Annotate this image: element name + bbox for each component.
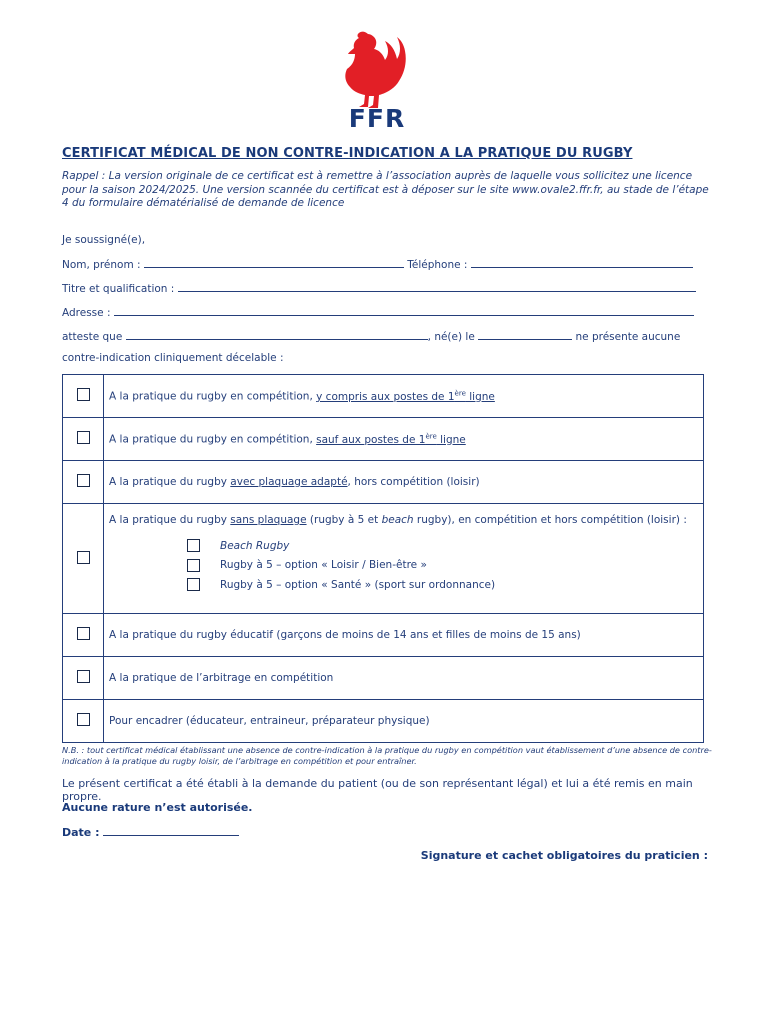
checkbox-competition-1ere-ligne[interactable]	[77, 388, 90, 401]
checkbox-rugby5-loisir[interactable]	[187, 559, 200, 572]
checkbox-plaquage-adapte[interactable]	[77, 474, 90, 487]
ne-label: , né(e) le	[427, 331, 475, 343]
sub-option: Rugby à 5 – option « Loisir / Bien-être »	[187, 556, 703, 576]
option-row	[63, 418, 704, 461]
option-row	[63, 657, 704, 700]
date-row	[62, 825, 239, 839]
checkbox-rugby-educatif[interactable]	[77, 627, 90, 640]
nb-note: N.B. : tout certificat médical établissant une absence de contre-indication à la pratique du rugby en compétition vaut établissement d’une absence de contre-indication à la pratique du rugby loisir, de l’arbitrage en compétition et pour entraîner.	[62, 745, 712, 766]
option-label: A la pratique du rugby éducatif (garçons de moins de 14 ans et filles de moins de 15 ans)	[104, 614, 704, 657]
nom-row	[62, 257, 707, 271]
titre-row	[62, 281, 707, 295]
presente-label: ne présente aucune	[575, 331, 681, 343]
option-row	[63, 375, 704, 418]
checkbox-beach-rugby[interactable]	[187, 539, 200, 552]
option-row	[63, 614, 704, 657]
checkbox-competition-sauf-1ere-ligne[interactable]	[77, 431, 90, 444]
option-row	[63, 461, 704, 504]
adresse-row	[62, 305, 707, 319]
nom-label: Nom, prénom :	[62, 259, 141, 271]
titre-label: Titre et qualification :	[62, 283, 175, 295]
option-label: A la pratique de l’arbitrage en compétition	[104, 657, 704, 700]
checkbox-encadrer[interactable]	[77, 713, 90, 726]
option-label: A la pratique du rugby en compétition, sauf aux postes de 1ère ligne	[104, 418, 704, 461]
rappel-text: Rappel : La version originale de ce certificat est à remettre à l’association auprès de laquelle vous sollicitez une licence pour la saison 2024/2025. Une version scannée du certificat est à déposer sur le site www.ovale2.ffr.fr, au stade de l’étape 4 du formulaire dématérialisé de demande de licence	[62, 170, 709, 209]
nom-field[interactable]	[144, 257, 404, 268]
rature-text: Aucune rature n’est autorisée.	[62, 801, 253, 814]
options-table	[62, 374, 704, 743]
atteste-row	[62, 329, 707, 343]
titre-field[interactable]	[178, 281, 696, 292]
option-label: A la pratique du rugby avec plaquage adapté, hors compétition (loisir)	[104, 461, 704, 504]
tel-field[interactable]	[471, 257, 693, 268]
option-row	[63, 700, 704, 743]
signature-label: Signature et cachet obligatoires du praticien :	[420, 849, 708, 862]
option-label: Pour encadrer (éducateur, entraineur, préparateur physique)	[104, 700, 704, 743]
ffr-logo-text: FFR	[348, 104, 406, 133]
date-label: Date :	[62, 826, 100, 839]
present-certificat-text: Le présent certificat a été établi à la demande du patient (ou de son représentant légal) et lui a été remis en main propre.	[62, 777, 693, 803]
patient-field[interactable]	[126, 329, 428, 340]
sub-option: Rugby à 5 – option « Santé » (sport sur ordonnance)	[187, 575, 703, 595]
checkbox-arbitrage[interactable]	[77, 670, 90, 683]
option-label: A la pratique du rugby en compétition, y compris aux postes de 1ère ligne	[104, 375, 704, 418]
adresse-field[interactable]	[114, 305, 694, 316]
sub-option: Beach Rugby	[187, 536, 703, 556]
tel-label: Téléphone :	[407, 259, 468, 271]
checkbox-rugby5-sante[interactable]	[187, 578, 200, 591]
sub-options	[187, 536, 703, 595]
option-label: A la pratique du rugby sans plaquage (rugby à 5 et beach rugby), en compétition et hors compétition (loisir) : Beach Rugby Rugby à 5 – option « Loisir / Bien-être » Rugby à 5 – option « Santé » (sport sur ordonnance)	[104, 504, 704, 614]
option-row	[63, 504, 704, 614]
checkbox-sans-plaquage[interactable]	[77, 551, 90, 564]
contre-indication-text: contre-indication cliniquement décelable :	[62, 352, 284, 364]
adresse-label: Adresse :	[62, 307, 111, 319]
atteste-label: atteste que	[62, 331, 123, 343]
date-field[interactable]	[103, 825, 239, 836]
soussigne-text: Je soussigné(e),	[62, 234, 146, 246]
document-title: CERTIFICAT MÉDICAL DE NON CONTRE-INDICATION A LA PRATIQUE DU RUGBY	[62, 146, 633, 161]
birthdate-field[interactable]	[478, 329, 572, 340]
